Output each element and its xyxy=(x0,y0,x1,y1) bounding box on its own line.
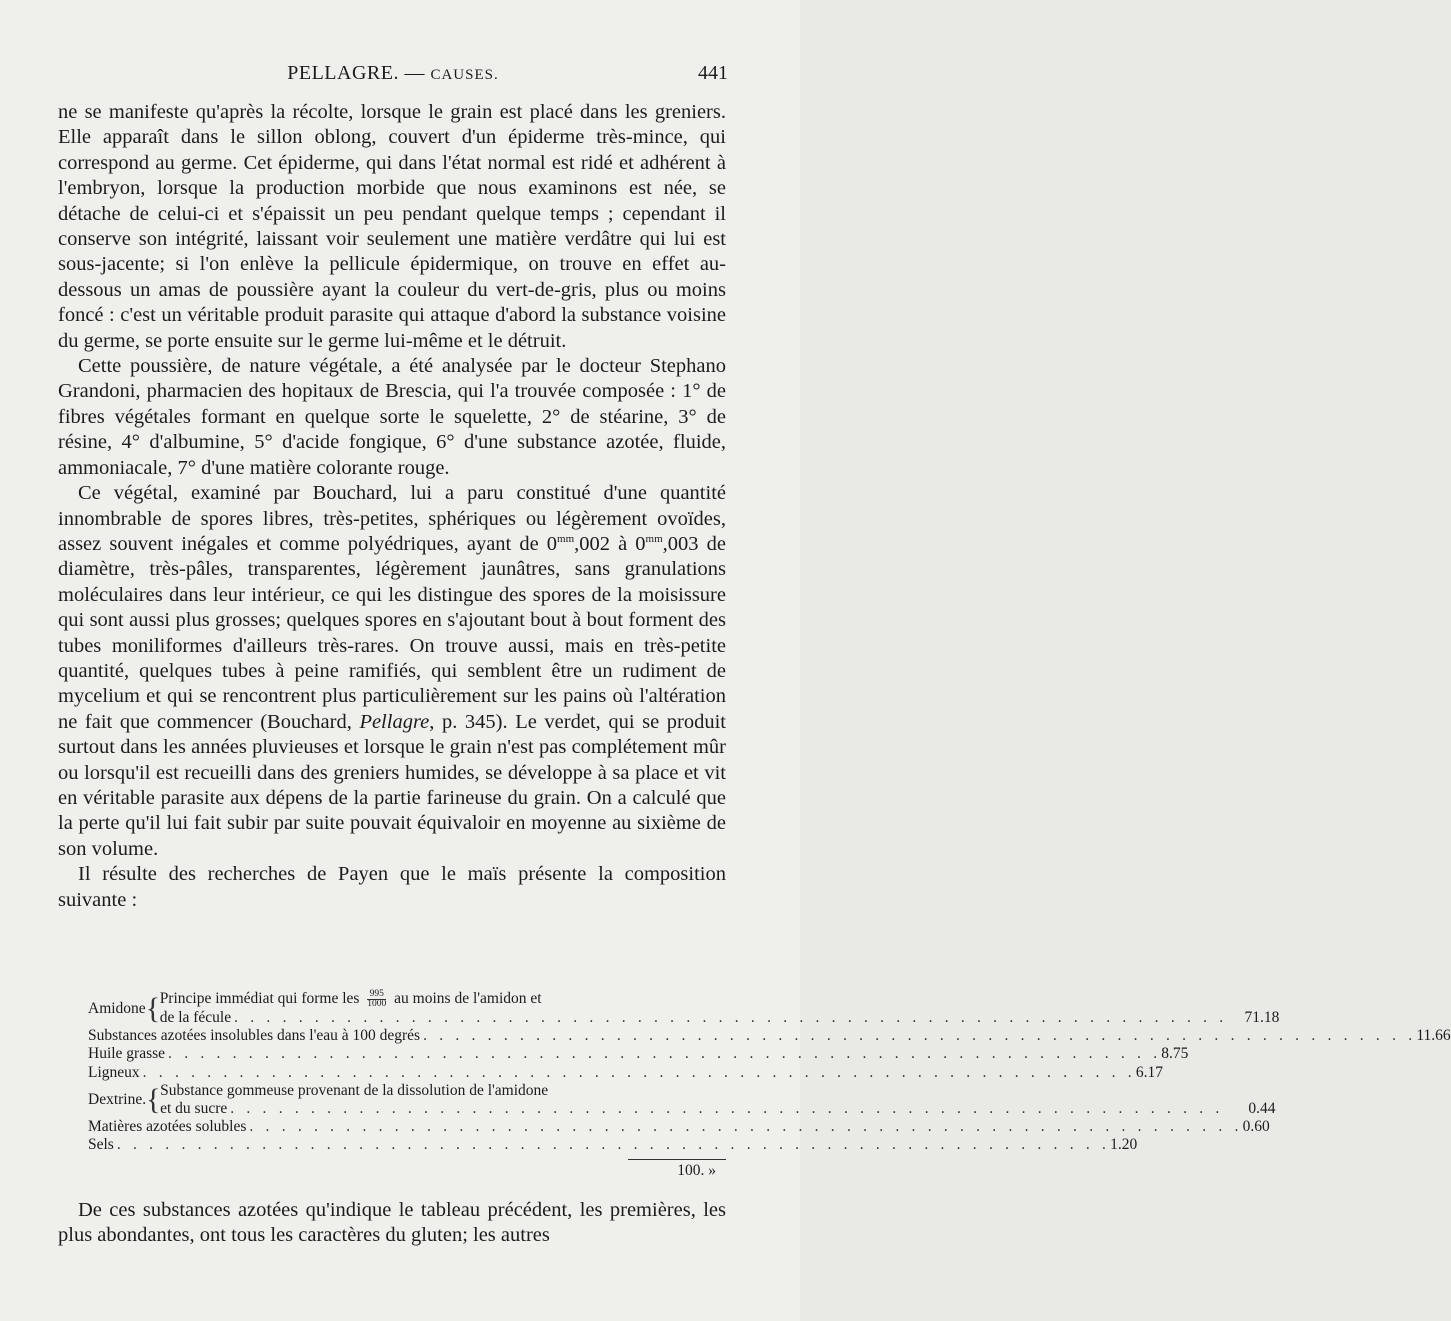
row-name: Huile grasse xyxy=(88,1045,166,1063)
row-name: Substances azotées insolubles dans l'eau à 100 degrés xyxy=(88,1027,421,1045)
table-row-dextrine xyxy=(88,1081,1276,1118)
table-row xyxy=(88,1063,1164,1082)
table-row xyxy=(88,1118,1270,1136)
leader-dots: . . . . . . . . . . . . . . . . . . . . . . . . . . . . . . . . . . . . . . . . . . . . . . . . . . . . . . . . . . . . . . xyxy=(116,1136,1111,1154)
amidone-desc-a: Principe immédiat qui forme les xyxy=(159,990,360,1008)
row-name: Dextrine. xyxy=(88,1090,147,1108)
paragraph-5: De ces substances azotées qu'indique le tableau précédent, les premières, les plus abondantes, ont tous les caractères du gluten; les autres xyxy=(58,1199,726,1247)
table-row xyxy=(88,1027,1451,1045)
dextrine-desc-b: et du sucre xyxy=(160,1100,228,1118)
row-value: 71.18 xyxy=(1244,1009,1280,1026)
amidone-desc-b: au moins de l'amidon et xyxy=(394,990,542,1008)
row-value: 1.20 xyxy=(1110,1136,1138,1154)
row-value: 0.60 xyxy=(1242,1118,1270,1136)
row-name: Sels xyxy=(88,1136,114,1154)
total-rule xyxy=(628,1159,726,1160)
table-row xyxy=(88,1136,1138,1154)
leader-dots: . . . . . . . . . . . . . . . . . . . . . . . . . . . . . . . . . . . . . . . . . . . . . . . . . . . . . . . . . . . . . . xyxy=(423,1027,1417,1045)
row-value: 6.17 xyxy=(1135,1063,1164,1081)
running-title xyxy=(58,62,728,85)
leader-dots: . . . . . . . . . . . . . . . . . . . . . . . . . . . . . . . . . . . . . . . . . . . . . . . . . . . . . . . . . . . . . . xyxy=(230,1100,1224,1118)
amidone-desc-c: de la fécule xyxy=(159,1009,232,1026)
paragraph-3 xyxy=(58,481,726,862)
unit-mm-2: mm xyxy=(645,533,663,546)
paragraph-4: Il résulte des recherches de Payen que le maïs présente la composition suivante : xyxy=(58,863,726,911)
paragraph-2: Cette poussière, de nature végétale, a été analysée par le docteur Stephano Grandoni, pharmacien des hopitaux de Brescia, qui l'a trouvée composée : 1° de fibres végétales formant en quelque sorte le squelette, 2° de stéarine, 3° de résine, 4° d'albumine, 5° d'acide fongique, 6° d'une substance azotée, fluide, ammoniacale, 7° d'une matière colorante rouge. xyxy=(58,355,726,479)
table-row-amidone xyxy=(88,989,1280,1027)
leader-dots: . . . . . . . . . . . . . . . . . . . . . . . . . . . . . . . . . . . . . . . . . . . . . . . . . . . . . . . . . . . . . . xyxy=(142,1063,1136,1081)
leader-dots: . . . . . . . . . . . . . . . . . . . . . . . . . . . . . . . . . . . . . . . . . . . . . . . . . . . . . . . . . . . . . . xyxy=(168,1045,1162,1063)
table-total: 100. » xyxy=(677,1161,716,1179)
dextrine-desc-a: Substance gommeuse provenant de la dissolution de l'amidone xyxy=(160,1081,549,1099)
brace-icon: { xyxy=(146,1083,161,1117)
unit-mm-1: mm xyxy=(557,533,575,546)
title-separator: — xyxy=(404,62,425,84)
title-sub: CAUSES. xyxy=(430,67,499,83)
table-row xyxy=(88,1045,1189,1063)
brace-icon: { xyxy=(145,991,161,1025)
closing-text xyxy=(58,1198,726,1249)
fraction-numerator: 995 xyxy=(367,990,386,1000)
p3-part-b: ,002 à 0 xyxy=(574,532,646,555)
fraction xyxy=(367,990,386,1009)
row-name: Matières azotées solubles xyxy=(88,1118,247,1136)
body-text xyxy=(58,100,726,913)
p3-part-a: Ce végétal, examiné par Bouchard, lui a paru constitué d'une quantité innombrable de spores libres, très-petites, sphériques ou légèrement ovoïdes, assez souvent inégales et comme polyédriques, ayant de 0 xyxy=(58,482,726,555)
leader-dots: . . . . . . . . . . . . . . . . . . . . . . . . . . . . . . . . . . . . . . . . . . . . . . . . . . . . . . . . . . . . . . xyxy=(234,1009,1228,1026)
leader-dots: . . . . . . . . . . . . . . . . . . . . . . . . . . . . . . . . . . . . . . . . . . . . . . . . . . . . . . . . . . . . . . xyxy=(249,1118,1243,1136)
row-value: 8.75 xyxy=(1161,1045,1189,1063)
paragraph-1: ne se manifeste qu'après la récolte, lorsque le grain est placé dans les greniers. Elle apparaît dans le sillon oblong, couvert d'un épiderme très-mince, qui correspond au germe. Cet épiderme, qui dans l'état normal est ridé et adhérent à l'embryon, lorsque la production morbide que nous examinons est née, se détache de celui-ci et s'épaissit un peu pendant quelque temps ; cependant il conserve son intégrité, laissant voir seulement une matière verdâtre qui lui est sous-jacente; si l'on enlève la pellicule épidermique, on trouve en effet au-dessous un amas de poussière ayant la couleur du vert-de-gris, plus ou moins foncé : c'est un véritable produit parasite qui attaque d'abord la substance voisine du germe, se porte ensuite sur le germe lui-même et le détruit. xyxy=(58,101,726,352)
p3-part-d: , p. 345). Le verdet, qui se produit surtout dans les années pluvieuses et lorsque le grain n'est pas complétement mûr ou lorsqu'il est recueilli dans des greniers humides, se développe à sa place et vit en véritable parasite aux dépens de la partie farineuse du grain. On a calculé que la perte qu'il lui fait subir par suite pouvait équivaloir en moyenne au sixième de son volume. xyxy=(58,710,726,860)
row-name: Amidone xyxy=(88,999,146,1017)
running-header xyxy=(58,62,728,92)
row-value: 11.66 xyxy=(1416,1027,1451,1045)
page-number: 441 xyxy=(698,62,728,84)
title-main: PELLAGRE. xyxy=(287,62,399,84)
p3-part-c: ,003 de diamètre, très-pâles, transparentes, légèrement jaunâtres, sans granulations moléculaires dans leur intérieur, ce qui les distingue des spores de la moisissure qui sont aussi plus grosses; quelques spores en s'ajoutant bout à bout forment des tubes moniliformes d'ailleurs très-rares. On trouve aussi, mais en très-petite quantité, quelques tubes à peine ramifiés, qui semblent être un rudiment de mycelium et qui se rencontrent plus particulièrement sur les pains où l'altération ne fait que commencer (Bouchard, xyxy=(58,532,726,733)
fraction-denominator: 1000 xyxy=(367,999,387,1009)
composition-table xyxy=(88,989,1451,1180)
row-name: Ligneux xyxy=(88,1063,140,1081)
row-value: 0.44 xyxy=(1248,1100,1276,1118)
citation-title: Pellagre xyxy=(359,710,430,733)
